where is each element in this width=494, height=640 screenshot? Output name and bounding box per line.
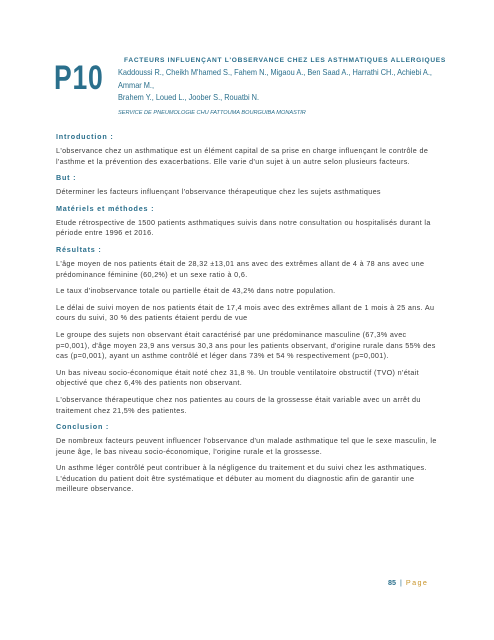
page-footer (388, 578, 448, 588)
but-text: Déterminer les facteurs influençant l'observance thérapeutique chez les sujets asthmatiques (56, 187, 381, 197)
results-heading: Résultats : (56, 244, 102, 254)
conclusion-paragraph: Un asthme léger contrôlé peut contribuer à la négligence du traitement et du suivi chez les asthmatiques. L'éducation du patient doit être systématique et débuter au moment du diagnostic afin de garantir une meilleure observance. (56, 463, 427, 494)
poster-header (118, 57, 448, 117)
but-heading: But : (56, 173, 77, 183)
author-list (118, 67, 442, 105)
conclusion-paragraph: De nombreux facteurs peuvent influencer l'observance d'un malade asthmatique tel que le sexe masculin, le jeune âge, le bas niveau socio-économique, l'origine rurale et la grossesse. (56, 436, 437, 456)
introduction-heading: Introduction : (56, 132, 114, 141)
poster-code: P10 (54, 59, 104, 97)
results-paragraph: Le délai de suivi moyen de nos patients était de 17,4 mois avec des extrêmes allant de 1 mois à 25 ans. Au cours du suivi, 30 % des patients étaient perdu de vue (56, 302, 435, 323)
page-label: Page (405, 578, 429, 587)
results-paragraph: Un bas niveau socio-économique était noté chez 31,8 %. Un trouble ventilatoire obstructif (TVO) n'était objectivé que chez 6,4% des patients non observant. (56, 367, 420, 388)
results-paragraph: L'observance thérapeutique chez nos patientes au cours de la grossesse était variable avec un arrêt du traitement chez 21,5% des patientes. (56, 394, 421, 415)
results-paragraph: Le taux d'inobservance totale ou partielle était de 43,2% dans notre population. (56, 286, 336, 296)
poster-title: FACTEURS INFLUENÇANT L'OBSERVANCE CHEZ LES ASTHMATIQUES ALLERGIQUES (124, 57, 446, 64)
results-paragraph: Le groupe des sujets non observant était caractérisé par une prédominance masculine (67,3% avec p=0,001), d'âge moyen 23,9 ans versus 30,3 ans pour les patients observant, d'origine rurale dans 55% des cas (p=0,001), ayant un asthme contrôlé et léger dans 73% et 54 % respectivement (p=0,001). (56, 329, 436, 361)
affiliation: SERVICE DE PNEUMOLOGIE CHU FATTOUMA BOURGUIBA MONASTIR (118, 109, 306, 116)
authors-line-2: Brahem Y., Loued L., Joober S., Rouatbi N. (118, 93, 260, 102)
conclusion-heading: Conclusion : (56, 422, 110, 432)
methods-text: Etude rétrospective de 1500 patients asthmatiques suivis dans notre consultation ou hospitalisés durant la période entre 1996 et 2016. (56, 217, 431, 238)
introduction-text: L'observance chez un asthmatique est un élément capital de sa prise en charge influençant le contrôle de l'asthme et la prévention des exacerbations. Elle varie d'un sujet à un autre selon plusieurs facteurs. (56, 146, 429, 166)
page-separator: | (400, 578, 402, 587)
results-paragraph: L'âge moyen de nos patients était de 28,32 ±13,01 ans avec des extrêmes allant de 4 à 78 ans avec une prédominance féminine (60,2%) et un sexe ratio à 0,6. (56, 258, 425, 279)
page-number: 85 (388, 578, 396, 587)
authors-line-1: Kaddoussi R., Cheikh M'hamed S., Fahem N., Migaou A., Ben Saad A., Harrathi CH., Achiebi A., Ammar M., (118, 68, 432, 90)
abstract-body (56, 132, 442, 501)
methods-heading: Matériels et méthodes : (56, 203, 155, 213)
